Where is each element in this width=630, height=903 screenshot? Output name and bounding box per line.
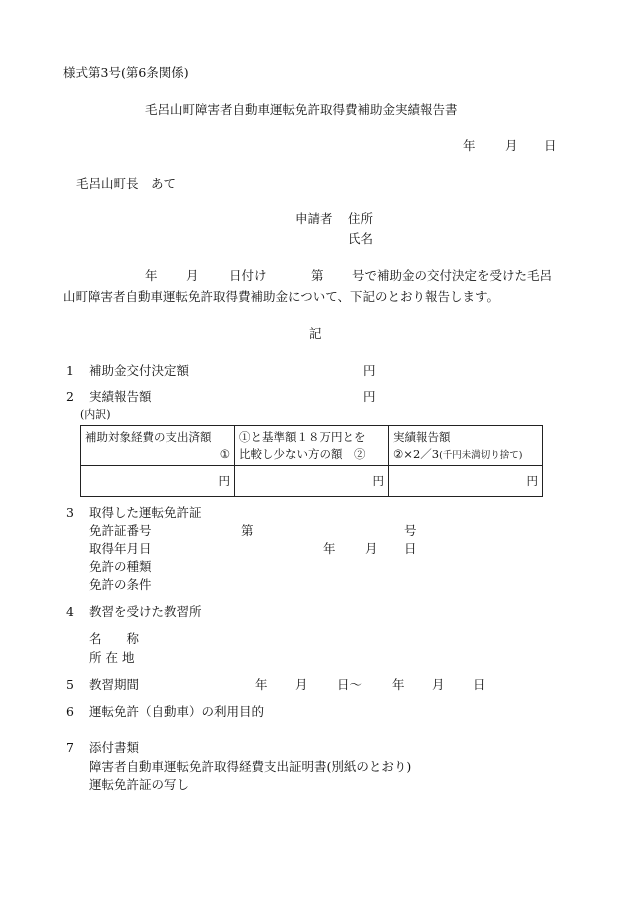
breakdown-col3-header bbox=[389, 426, 543, 466]
date-month: 月 bbox=[505, 138, 518, 153]
document-title: 毛呂山町障害者自動車運転免許取得費補助金実績報告書 bbox=[145, 102, 458, 117]
item5-number: 5 bbox=[66, 677, 74, 692]
item3-label: 取得した運転免許証 bbox=[89, 505, 202, 520]
applicant-address-label: 住所 bbox=[348, 211, 374, 226]
school-name-label: 名 称 bbox=[89, 631, 140, 646]
item2-label: 実績報告額 bbox=[89, 389, 152, 404]
breakdown-col1-line2: ① bbox=[219, 446, 230, 461]
breakdown-col1-unit: 円 bbox=[218, 473, 230, 488]
intro-date-suffix: 日付け bbox=[229, 268, 267, 283]
item2-unit: 円 bbox=[363, 389, 376, 404]
breakdown-col2-value[interactable] bbox=[235, 466, 389, 497]
attachment-1: 障害者自動車運転免許取得経費支出証明書(別紙のとおり) bbox=[89, 759, 412, 774]
period-to-year: 年 bbox=[392, 677, 405, 692]
intro-line2: 山町障害者自動車運転免許取得費補助金について、下記のとおり報告します。 bbox=[63, 289, 500, 304]
breakdown-value-row bbox=[81, 466, 543, 497]
ki-heading: 記 bbox=[309, 326, 322, 341]
intro-number-prefix: 第 bbox=[311, 268, 324, 283]
applicant-name-label: 氏名 bbox=[348, 231, 374, 246]
date-day: 日 bbox=[544, 138, 557, 153]
applicant-label: 申請者 bbox=[295, 211, 333, 226]
period-to-day: 日 bbox=[473, 677, 486, 692]
breakdown-col2-line1: ①と基準額１８万円とを bbox=[239, 430, 366, 444]
license-number-label: 免許証番号 bbox=[89, 523, 152, 538]
form-label: 様式第3号(第6条関係) bbox=[63, 65, 189, 80]
intro-month: 月 bbox=[186, 268, 199, 283]
acquired-date-label: 取得年月日 bbox=[89, 541, 152, 556]
period-from-year: 年 bbox=[255, 677, 268, 692]
breakdown-table bbox=[80, 425, 543, 497]
breakdown-col3-unit: 円 bbox=[526, 473, 538, 488]
intro-year: 年 bbox=[145, 268, 158, 283]
item1-number: 1 bbox=[66, 363, 74, 378]
license-type-label: 免許の種類 bbox=[89, 559, 152, 574]
period-to-month: 月 bbox=[432, 677, 445, 692]
date-year: 年 bbox=[463, 138, 476, 153]
item5-label: 教習期間 bbox=[89, 677, 140, 692]
breakdown-col2-unit: 円 bbox=[372, 473, 384, 488]
breakdown-col3-note: (千円未満切り捨て) bbox=[439, 449, 523, 461]
addressee: 毛呂山町長 あて bbox=[76, 176, 177, 191]
item4-label: 教習を受けた教習所 bbox=[89, 604, 202, 619]
item6-label: 運転免許（自動車）の利用目的 bbox=[89, 704, 265, 719]
acquired-year: 年 bbox=[323, 541, 336, 556]
breakdown-header-row bbox=[81, 426, 543, 466]
breakdown-col3-value[interactable] bbox=[389, 466, 543, 497]
period-from-month: 月 bbox=[295, 677, 308, 692]
item7-label: 添付書類 bbox=[89, 740, 140, 755]
license-conditions-label: 免許の条件 bbox=[89, 577, 152, 592]
acquired-month: 月 bbox=[365, 541, 378, 556]
intro-line1-end: 号で補助金の交付決定を受けた毛呂 bbox=[352, 268, 553, 283]
breakdown-label: (内訳) bbox=[80, 408, 111, 421]
breakdown-col2-header bbox=[235, 426, 389, 466]
item1-label: 補助金交付決定額 bbox=[89, 363, 190, 378]
period-from-day: 日〜 bbox=[337, 677, 363, 692]
breakdown-col2-line2: 比較し少ない方の額 ② bbox=[239, 446, 366, 461]
license-number-prefix: 第 bbox=[241, 523, 254, 538]
item1-unit: 円 bbox=[363, 363, 376, 378]
breakdown-col1-value[interactable] bbox=[81, 466, 235, 497]
school-location-label: 所 在 地 bbox=[89, 650, 135, 665]
breakdown-col1-header bbox=[81, 426, 235, 466]
breakdown-col1-line1: 補助対象経費の支出済額 bbox=[85, 430, 212, 444]
attachment-2: 運転免許証の写し bbox=[89, 777, 190, 792]
item2-number: 2 bbox=[66, 389, 74, 404]
license-number-suffix: 号 bbox=[404, 523, 417, 538]
acquired-day: 日 bbox=[404, 541, 417, 556]
item4-number: 4 bbox=[66, 604, 74, 619]
breakdown-col3-formula: ②×2／3 bbox=[393, 446, 440, 461]
item3-number: 3 bbox=[66, 505, 74, 520]
item7-number: 7 bbox=[66, 740, 74, 755]
breakdown-col3-line1: 実績報告額 bbox=[393, 430, 451, 444]
item6-number: 6 bbox=[66, 704, 74, 719]
